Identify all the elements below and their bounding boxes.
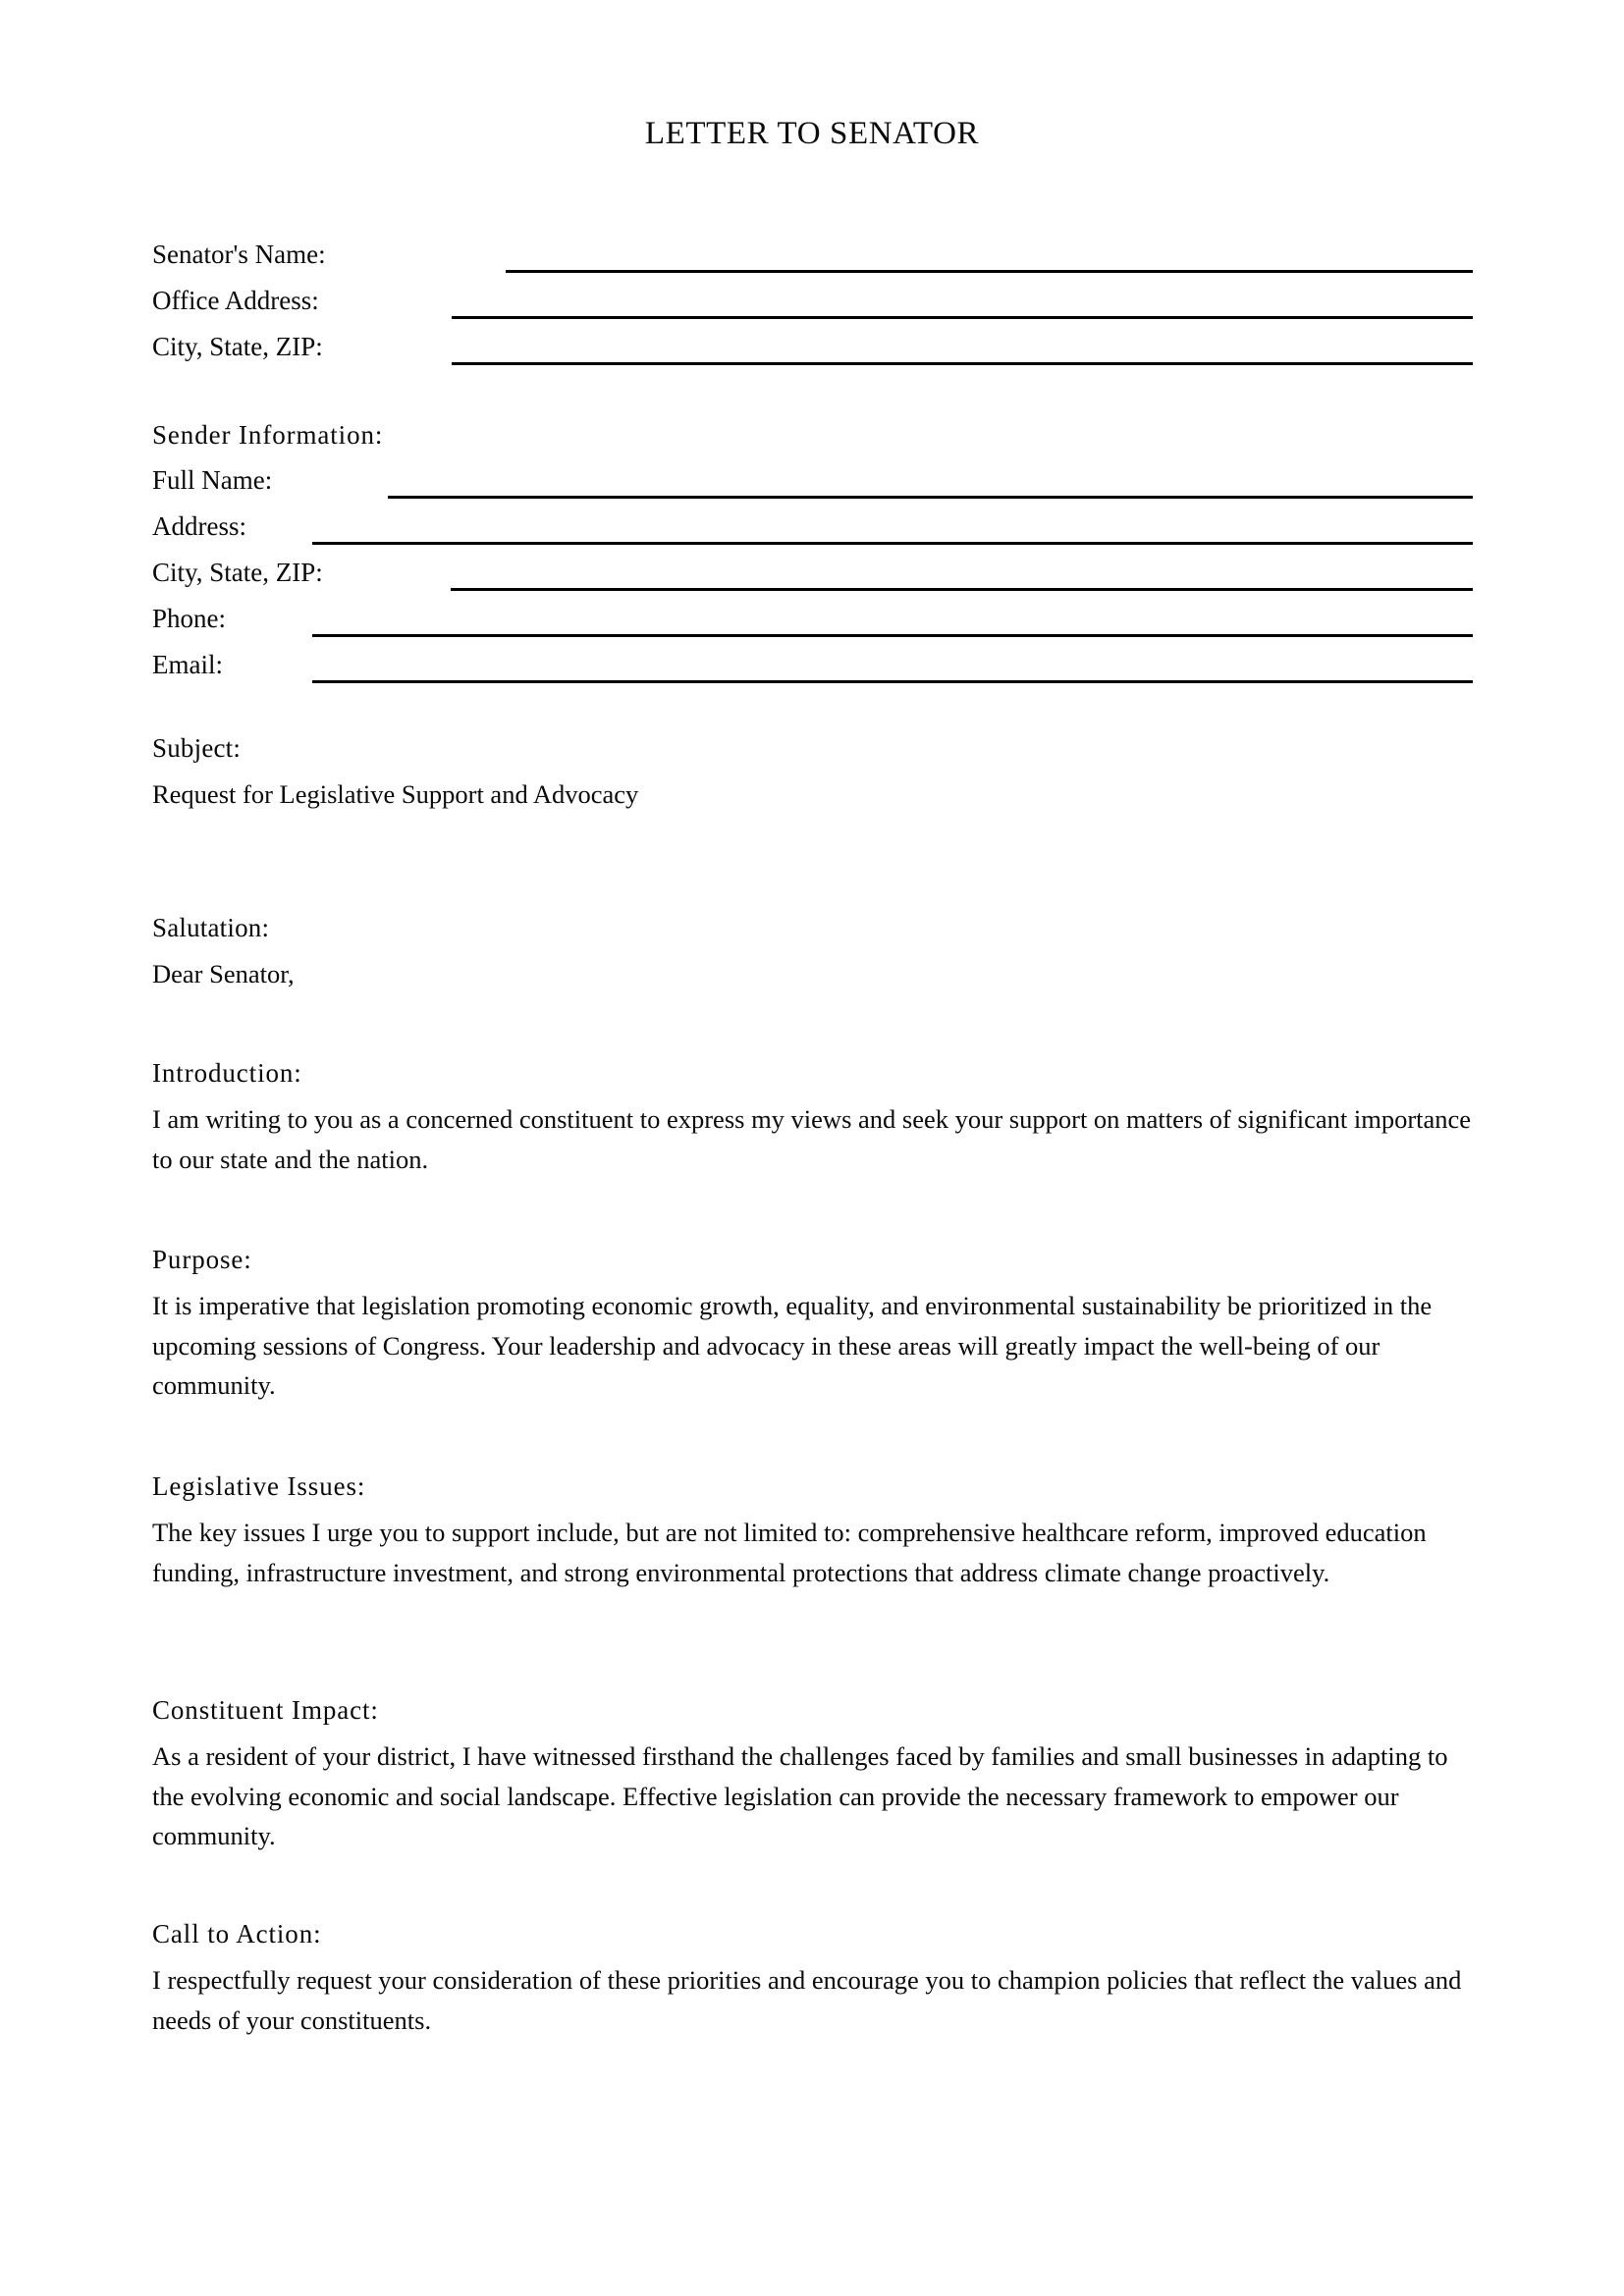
section-call-to-action	[152, 1914, 1473, 2040]
label-full-name: Full Name:	[152, 465, 273, 495]
section-purpose	[152, 1240, 1473, 1406]
section-heading-call-to-action: Call to Action:	[152, 1919, 322, 1949]
section-heading-legislative-issues: Legislative Issues:	[152, 1471, 366, 1501]
section-constituent-impact	[152, 1690, 1473, 1856]
section-subject	[152, 728, 1473, 815]
sender-fields-group	[152, 461, 1473, 692]
recipient-fields-group	[152, 236, 1473, 374]
label-address: Address:	[152, 511, 246, 541]
label-sender-city-state-zip: City, State, ZIP:	[152, 558, 323, 587]
sender-information-heading-wrap	[152, 415, 1473, 454]
section-heading-subject: Subject:	[152, 733, 242, 763]
form-row-full-name[interactable]	[152, 461, 1473, 507]
input-rule-email[interactable]	[312, 680, 1473, 683]
section-body-legislative-issues: The key issues I urge you to support include, but are not limited to: comprehensive healthcare reform, improved education funding, infrastructure investment, and strong environmental protections that address climate change proactively.	[152, 1518, 1427, 1587]
form-row-recipient-city-state-zip[interactable]	[152, 328, 1473, 374]
section-heading-constituent-impact: Constituent Impact:	[152, 1695, 379, 1725]
form-row-address[interactable]	[152, 507, 1473, 554]
section-heading-salutation: Salutation:	[152, 913, 270, 942]
form-row-sender-city-state-zip[interactable]	[152, 554, 1473, 600]
label-recipient-city-state-zip: City, State, ZIP:	[152, 332, 323, 361]
section-body-constituent-impact: As a resident of your district, I have witnessed firsthand the challenges faced by families and small businesses in adapting to the evolving economic and social landscape. Effective legislation can provide the necessary framework to empower our community.	[152, 1741, 1448, 1850]
form-row-phone[interactable]	[152, 600, 1473, 646]
input-rule-address[interactable]	[312, 542, 1473, 545]
input-rule-senator-name[interactable]	[506, 270, 1473, 273]
form-row-email[interactable]	[152, 646, 1473, 692]
input-rule-full-name[interactable]	[388, 496, 1473, 499]
label-phone: Phone:	[152, 604, 227, 633]
label-email: Email:	[152, 650, 223, 679]
section-body-salutation: Dear Senator,	[152, 959, 295, 988]
section-body-subject: Request for Legislative Support and Advocacy	[152, 779, 639, 809]
section-body-purpose: It is imperative that legislation promoting economic growth, equality, and environmental sustainability be prioritized in the upcoming sessions of Congress. Your leadership and advocacy in these areas will greatly impact the well-being of our community.	[152, 1291, 1433, 1400]
sender-information-heading: Sender Information:	[152, 420, 384, 450]
input-rule-sender-city-state-zip[interactable]	[451, 588, 1473, 591]
input-rule-phone[interactable]	[312, 634, 1473, 637]
section-heading-purpose: Purpose:	[152, 1245, 252, 1274]
section-introduction	[152, 1053, 1473, 1179]
section-salutation	[152, 908, 1473, 994]
section-body-call-to-action: I respectfully request your consideration of these priorities and encourage you to champion policies that reflect the values and needs of your constituents.	[152, 1965, 1462, 2035]
input-rule-office-address[interactable]	[452, 316, 1473, 319]
section-body-introduction: I am writing to you as a concerned constituent to express my views and seek your support on matters of significant importance to our state and the nation.	[152, 1104, 1472, 1174]
section-heading-introduction: Introduction:	[152, 1058, 302, 1088]
label-office-address: Office Address:	[152, 286, 319, 315]
page-title: LETTER TO SENATOR	[644, 116, 980, 151]
section-legislative-issues	[152, 1467, 1473, 1592]
label-senator-name: Senator's Name:	[152, 240, 326, 269]
form-row-office-address[interactable]	[152, 282, 1473, 328]
form-row-senator-name[interactable]	[152, 236, 1473, 282]
input-rule-recipient-city-state-zip[interactable]	[452, 362, 1473, 365]
